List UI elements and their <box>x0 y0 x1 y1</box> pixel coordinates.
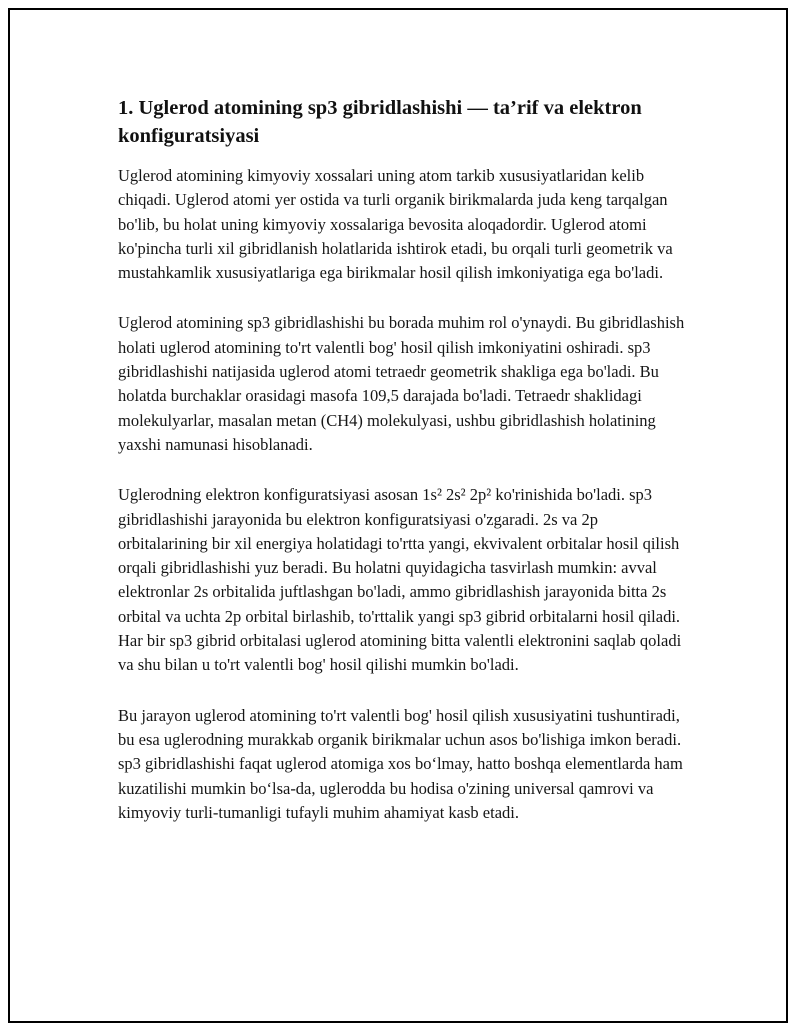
paragraph-3: Uglerodning elektron konfiguratsiyasi asosan 1s² 2s² 2p² ko'rinishida bo'ladi. sp3 gibridlashishi jarayonida bu elektron konfiguratsiyasi o'zgaradi. 2s va 2p orbitalarining bir xil energiya holatidagi to'rtta yangi, ekvivalent orbitalar hosil qilish orqali gibridlashishi yuz beradi. Bu holatni quyidagicha tasvirlash mumkin: avval elektronlar 2s orbitalida juftlashgan bo'ladi, ammo gibridlashish jarayonida bitta 2s orbital va uchta 2p orbital birlashib, to'rttalik yangi sp3 gibrid orbitalarni hosil qiladi. Har bir sp3 gibrid orbitalasi uglerod atomining bitta valentli elektronini saqlab qoladi va shu bilan u to'rt valentli bog' hosil qilishi mumkin bo'ladi. <box>118 485 682 675</box>
document-body <box>118 94 688 851</box>
paragraph-1: Uglerod atomining kimyoviy xossalari uning atom tarkib xususiyatlaridan kelib chiqadi. Uglerod atomi yer ostida va turli organik birikmalarda juda keng tarqalgan bo'lib, bu holat uning kimyoviy xossalariga bevosita aloqadordir. Uglerod atomi ko'pincha turli xil gibridlanish holatlarida ishtirok etadi, bu orqali turli geometrik va mustahkamlik xususiyatlariga ega birikmalar hosil qilish imkoniyatiga ega bo'ladi. <box>118 166 673 283</box>
paragraph-2: Uglerod atomining sp3 gibridlashishi bu borada muhim rol o'ynaydi. Bu gibridlashish holati uglerod atomining to'rt valentli bog' hosil qilish imkoniyatini oshiradi. sp3 gibridlashishi natijasida uglerod atomi tetraedr geometrik shakliga ega bo'ladi. Bu holatda burchaklar orasidagi masofa 109,5 darajada bo'ladi. Tetraedr shaklidagi molekulyarlar, masalan metan (CH4) molekulyasi, ushbu gibridlashish holatining yaxshi namunasi hisoblanadi. <box>118 313 685 454</box>
paragraph-4: Bu jarayon uglerod atomining to'rt valentli bog' hosil qilish xususiyatini tushuntiradi, bu esa uglerodning murakkab organik birikmalar uchun asos bo'lishiga imkon beradi. sp3 gibridlashishi faqat uglerod atomiga xos bo‘lmay, hatto boshqa elementlarda ham kuzatilishi mumkin bo‘lsa-da, uglerodda bu hodisa o'zining universal qamrovi va kimyoviy turli-tumanligi tufayli muhim ahamiyat kasb etadi. <box>118 705 683 822</box>
section-heading: 1. Uglerod atomining sp3 gibridlashishi — ta’rif va elektron konfiguratsiyasi <box>118 97 642 147</box>
